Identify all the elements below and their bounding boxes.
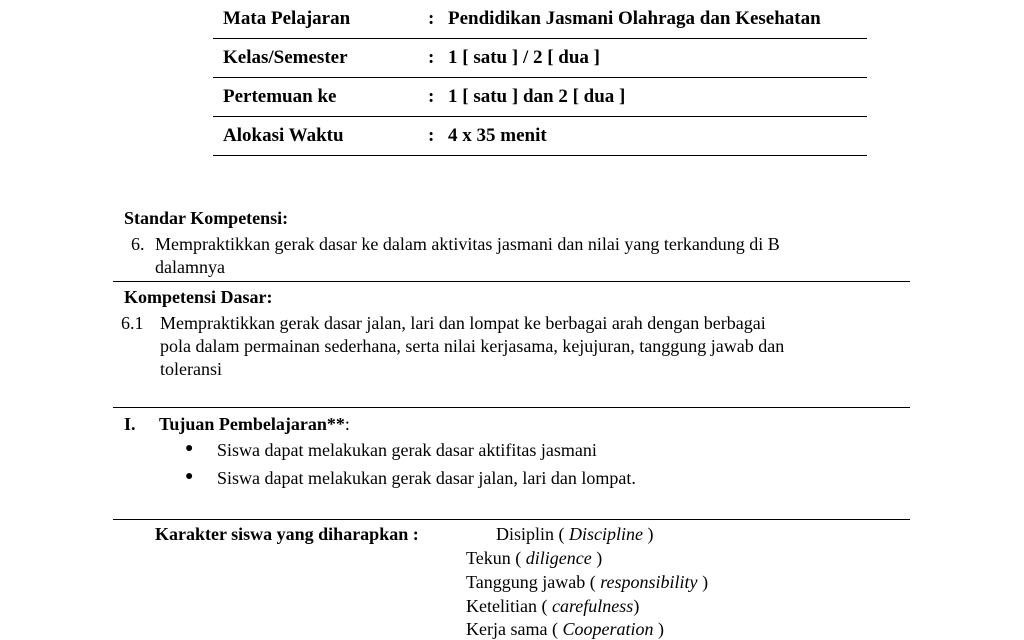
karakter-item-english: Cooperation [562, 619, 654, 639]
kompetensi-heading: Kompetensi Dasar: [124, 287, 273, 307]
karakter-item: Kerja sama ( Cooperation ) [466, 619, 664, 639]
kompetensi-number: 6.1 [121, 313, 144, 333]
info-value [428, 47, 600, 69]
karakter-item-name: Ketelitian [466, 596, 537, 616]
info-row-meeting [213, 78, 867, 117]
info-table [213, 0, 867, 156]
info-label: Kelas/Semester [223, 47, 348, 68]
colon: : [428, 125, 435, 146]
info-row-time [213, 117, 867, 156]
colon: : [428, 8, 435, 29]
tujuan-heading-text: Tujuan Pembelajaran** [159, 414, 345, 434]
info-row-subject [213, 0, 867, 39]
tujuan-heading-suffix: : [344, 414, 350, 434]
colon: : [428, 47, 435, 68]
tujuan-heading [159, 413, 350, 435]
tujuan-bullet-2: Siswa dapat melakukan gerak dasar jalan, lari dan lompat. [217, 468, 636, 488]
karakter-item: Tekun ( diligence ) [466, 548, 603, 568]
kompetensi-line-3: toleransi [160, 359, 222, 379]
karakter-item-name: Tanggung jawab [466, 572, 586, 592]
info-label: Mata Pelajaran [223, 8, 351, 29]
info-row-class [213, 39, 867, 78]
karakter-item-english: Discipline [569, 524, 644, 544]
standar-heading: Standar Kompetensi: [124, 208, 289, 228]
kompetensi-line-2: pola dalam permainan sederhana, serta nilai kerjasama, kejujuran, tanggung jawab dan [160, 336, 785, 356]
colon: : [428, 86, 435, 107]
info-value [428, 86, 625, 108]
karakter-item: Disiplin ( Discipline ) [496, 524, 654, 544]
info-value-text: 4 x 35 menit [448, 125, 547, 146]
karakter-item-name: Kerja sama [466, 619, 548, 639]
tujuan-bullet-1: Siswa dapat melakukan gerak dasar aktifitas jasmani [217, 440, 597, 460]
divider [113, 281, 910, 282]
karakter-heading: Karakter siswa yang diharapkan : [155, 524, 419, 544]
info-label: Alokasi Waktu [223, 125, 344, 146]
karakter-item-english: diligence [525, 548, 592, 568]
info-value-text: Pendidikan Jasmani Olahraga dan Kesehatan [448, 8, 821, 29]
info-value-text: 1 [ satu ] / 2 [ dua ] [448, 47, 601, 68]
bullet-icon: ● [185, 441, 194, 456]
info-label: Pertemuan ke [223, 86, 337, 107]
info-value [428, 8, 821, 30]
karakter-item-name: Disiplin [496, 524, 555, 544]
standar-line-2: dalamnya [155, 257, 225, 277]
karakter-item-english: carefulness [551, 596, 634, 616]
standar-number: 6. [131, 234, 145, 254]
karakter-item: Tanggung jawab ( responsibility ) [466, 572, 709, 592]
karakter-item-name: Tekun [466, 548, 511, 568]
karakter-item: Ketelitian ( carefulness) [466, 596, 640, 616]
standar-line-1: Mempraktikkan gerak dasar ke dalam aktivitas jasmani dan nilai yang terkandung di B [155, 234, 780, 254]
info-value-text: 1 [ satu ] dan 2 [ dua ] [448, 86, 626, 107]
karakter-item-english: responsibility [600, 572, 698, 592]
tujuan-number: I. [124, 414, 136, 434]
divider [113, 407, 910, 408]
info-value [428, 125, 547, 147]
bullet-icon: ● [185, 469, 194, 484]
divider [113, 519, 910, 520]
kompetensi-line-1: Mempraktikkan gerak dasar jalan, lari dan lompat ke berbagai arah dengan berbagai [160, 313, 766, 333]
